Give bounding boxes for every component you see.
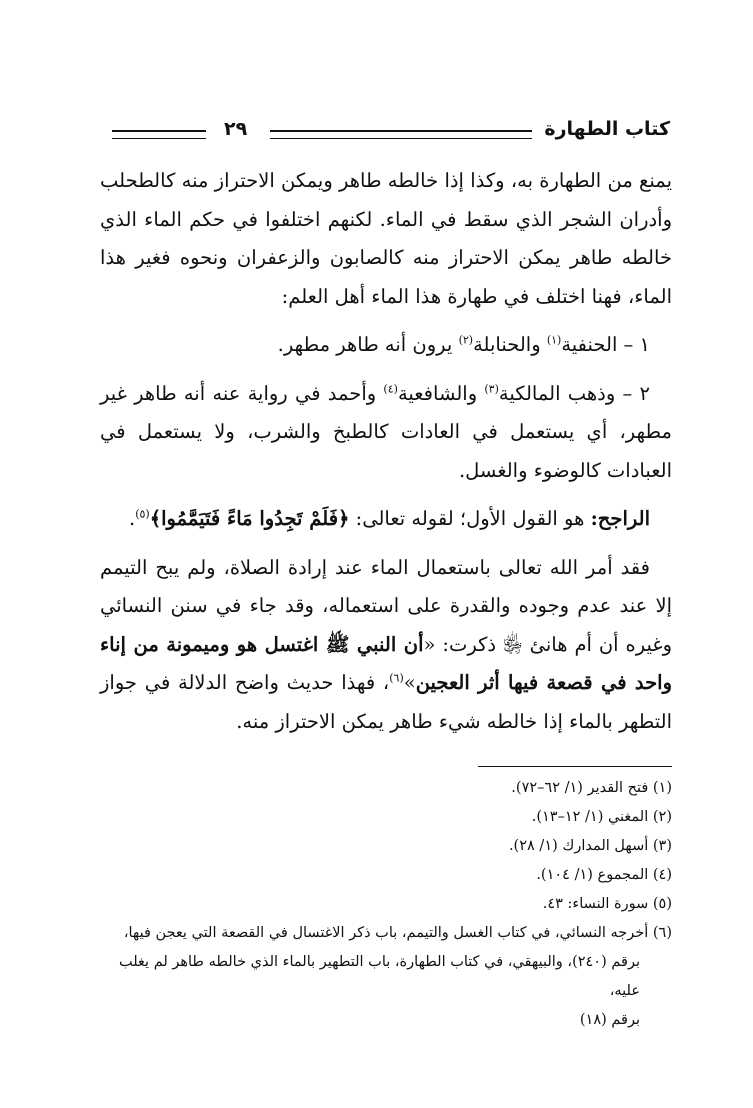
footnote-ref-6[interactable]: (٦) [389,671,404,685]
running-header [100,118,670,148]
chapter-title: كتاب الطهارة [544,118,670,140]
main-text [100,162,672,751]
item2-text-c: وأحمد في رواية عنه أنه طاهر غير مطهر، أي يستعمل في العادات كالطبخ والشرب، ولا يستعمل في العبادات كالوضوء والغسل. [100,381,672,482]
paragraph-item-1 [100,326,672,365]
footnote-6-line-2: برقم (٢٤٠)، والبيهقي، في كتاب الطهارة، باب التطهير بالماء الذي خالطه طاهر لم يغلب عليه، [119,954,640,999]
footnote-ref-5[interactable]: (٥) [135,507,150,521]
paragraph-hadith [100,549,672,742]
footnote-6: (٦) أخرجه النسائي، في كتاب الغسل والتيمم، باب ذكر الاغتسال في القصعة التي يعجن فيها، [123,925,672,941]
footnotes [100,774,672,1035]
footnote-2: (٢) المغني (١/ ١٢–١٣). [531,809,672,825]
footnote-ref-4[interactable]: (٤) [383,382,398,395]
item1-text-c: يرون أنه طاهر مطهر. [277,333,459,356]
rajih-text: هو القول الأول؛ لقوله تعالى: [349,507,591,530]
footnote-3: (٣) أسهل المدارك (١/ ٢٨). [508,838,672,854]
hadith-text: أن النبي ﷺ اغتسل هو وميمونة من إناء واحد في قصعة فيها أثر العجين [100,632,672,694]
rajih-end: . [128,507,136,530]
header-rule-short [112,130,206,139]
footnote-ref-3[interactable]: (٣) [484,382,499,395]
item1-text-b: والحنابلة [473,333,547,356]
page-number: ٢٩ [224,118,248,140]
footnote-1: (١) فتح القدير (١/ ٦٢–٧٢). [511,780,672,796]
hadith-intro: فقد أمر الله تعالى باستعمال الماء عند إرادة الصلاة، ولم يبح التيمم إلا عند عدم وجوده والقدرة على استعماله، وقد جاء في سنن النسائي وغيره أن أم هانئ ﵂ ذكرت: « [100,555,673,656]
hadith-close-quote: » [403,671,416,694]
footnote-ref-1[interactable]: (١) [546,333,562,347]
footnote-6-line-3: برقم (١٨) [579,1012,640,1028]
paragraph-item-2 [100,375,672,491]
item2-text-a: ٢ – وذهب المالكية [498,381,650,405]
footnote-ref-2[interactable]: (٢) [458,333,474,347]
paragraph-intro: يمنع من الطهارة به، وكذا إذا خالطه طاهر ويمكن الاحتراز منه كالطحلب وأدران الشجر الذي سقط في الماء. لكنهم اختلفوا في حكم الماء الذي خالطه طاهر يمكن الاحتراز منه كالصابون والزعفران ونحوه فغير هذا الماء، فهنا اختلف في طهارة هذا الماء أهل العلم: [100,169,672,308]
item1-text-a: ١ – الحنفية [561,333,650,356]
footnote-4: (٤) المجموع (١/ ١٠٤). [536,867,672,883]
hadith-conclusion: ، فهذا حديث واضح الدلالة في جواز التطهر بالماء إذا خالطه شيء طاهر يمكن الاحتراز منه. [100,671,672,733]
item2-text-b: والشافعية [397,381,485,405]
header-rule-long [270,130,532,139]
quran-verse: ﴿فَلَمْ تَجِدُوا مَاءً فَتَيَمَّمُوا﴾ [149,507,350,530]
paragraph-rajih [100,500,672,539]
rajih-label: الراجح: [590,507,650,530]
footnote-5: (٥) سورة النساء: ٤٣. [542,896,672,912]
footnote-separator [478,766,672,767]
